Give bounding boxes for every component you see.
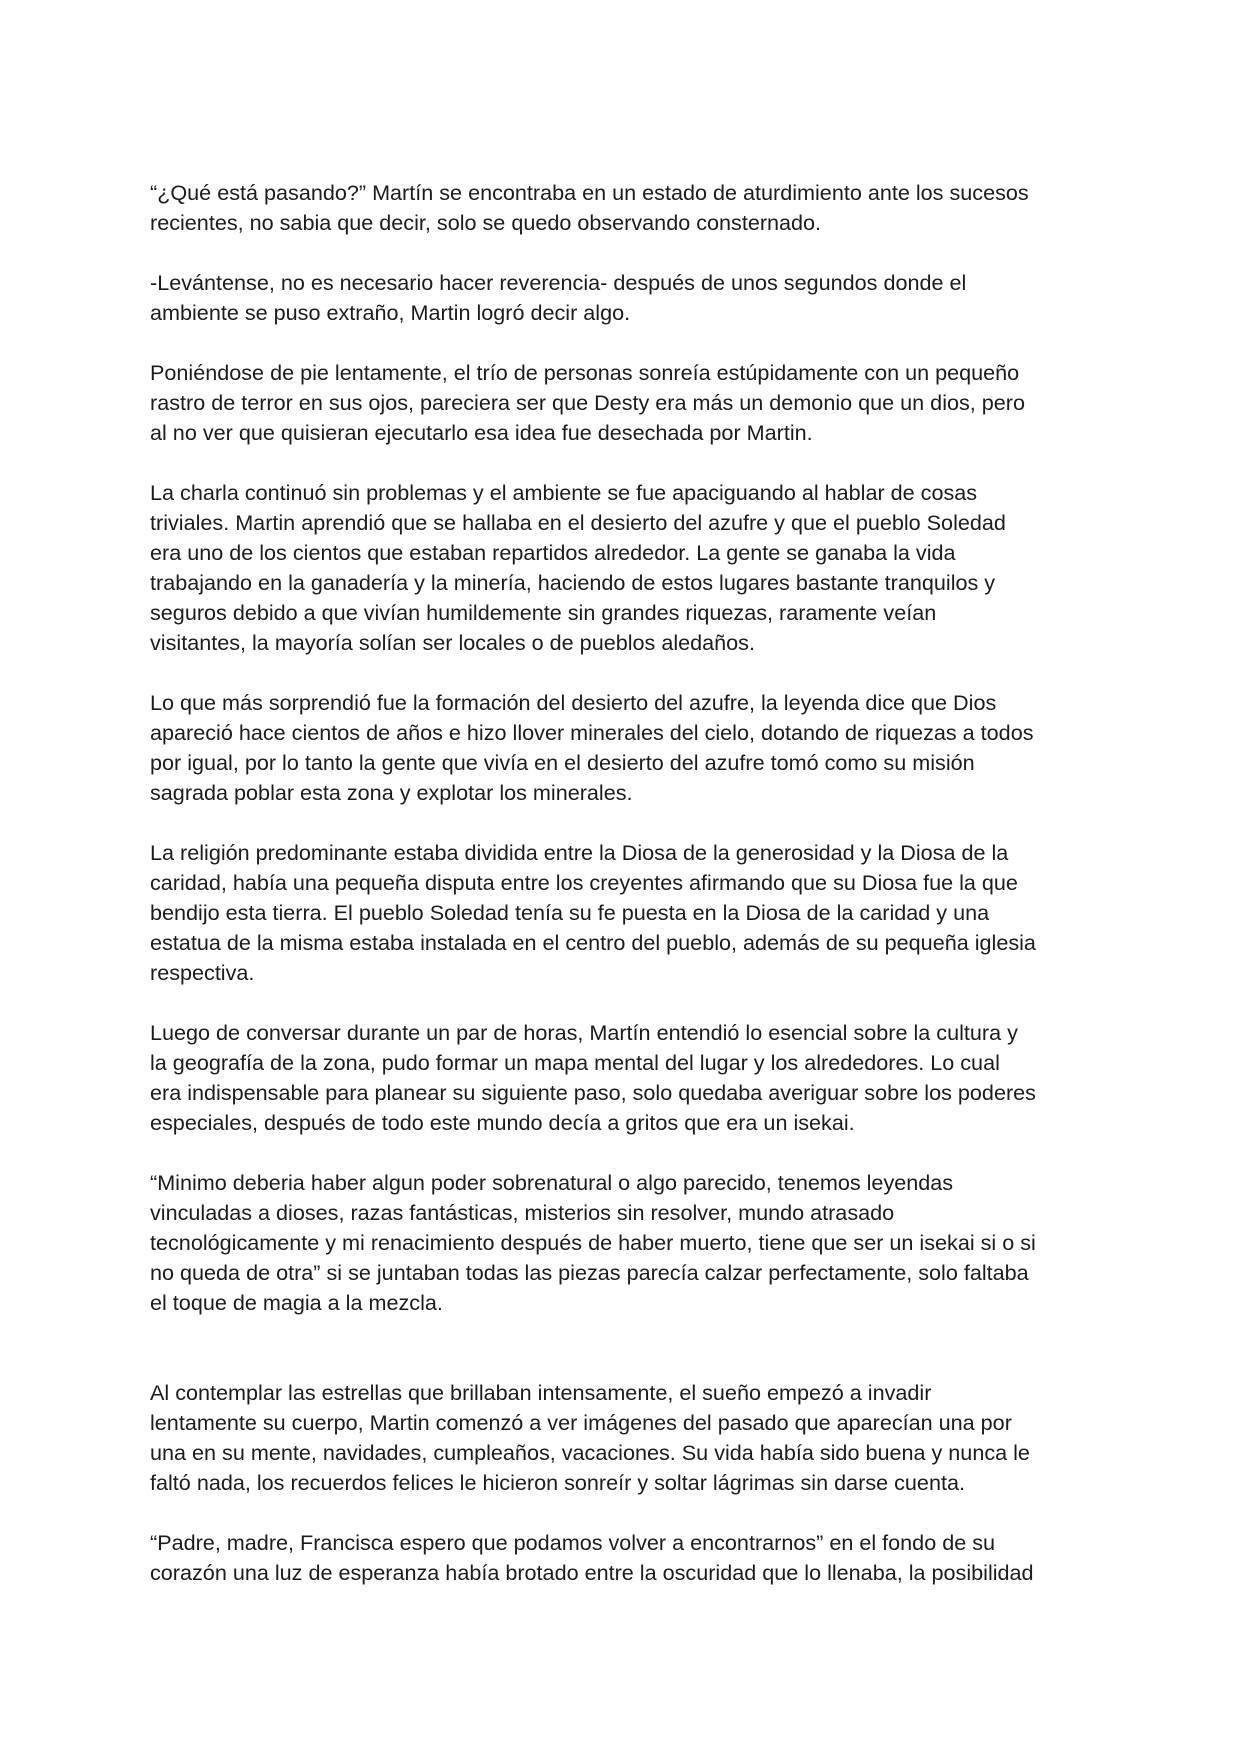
paragraph: Luego de conversar durante un par de horas, Martín entendió lo esencial sobre la cultura y la geografía de la zona, pudo formar un mapa mental del lugar y los alrededores. Lo cual era indispensable para planear su siguiente paso, solo quedaba averiguar sobre los poderes especiales, después de todo este mundo decía a gritos que era un isekai. <box>150 1020 1036 1135</box>
paragraph: “¿Qué está pasando?” Martín se encontraba en un estado de aturdimiento ante los sucesos recientes, no sabia que decir, solo se quedo observando consternado. <box>150 180 1029 235</box>
paragraph: “Minimo deberia haber algun poder sobrenatural o algo parecido, tenemos leyendas vinculadas a dioses, razas fantásticas, misterios sin resolver, mundo atrasado tecnológicamente y mi renacimiento después de haber muerto, tiene que ser un isekai si o si no queda de otra” si se juntaban todas las piezas parecía calzar perfectamente, solo faltaba el toque de magia a la mezcla. <box>150 1170 1036 1315</box>
paragraph: Lo que más sorprendió fue la formación del desierto del azufre, la leyenda dice que Dios apareció hace cientos de años e hizo llover minerales del cielo, dotando de riquezas a todos por igual, por lo tanto la gente que vivía en el desierto del azufre tomó como su misión sagrada poblar esta zona y explotar los minerales. <box>150 690 1034 805</box>
paragraph: Poniéndose de pie lentamente, el trío de personas sonreía estúpidamente con un pequeño rastro de terror en sus ojos, pareciera ser que Desty era más un demonio que un dios, pero al no ver que quisieran ejecutarlo esa idea fue desechada por Martin. <box>150 360 1026 445</box>
paragraph: Al contemplar las estrellas que brillaban intensamente, el sueño empezó a invadir lentamente su cuerpo, Martin comenzó a ver imágenes del pasado que aparecían una por una en su mente, navidades, cumpleaños, vacaciones. Su vida había sido buena y nunca le faltó nada, los recuerdos felices le hicieron sonreír y soltar lágrimas sin darse cuenta. <box>150 1380 1030 1495</box>
document-body <box>150 178 1095 1618</box>
paragraph: -Levántense, no es necesario hacer reverencia- después de unos segundos donde el ambiente se puso extraño, Martin logró decir algo. <box>150 270 967 325</box>
paragraph: La religión predominante estaba dividida entre la Diosa de la generosidad y la Diosa de la caridad, había una pequeña disputa entre los creyentes afirmando que su Diosa fue la que bendijo esta tierra. El pueblo Soledad tenía su fe puesta en la Diosa de la caridad y una estatua de la misma estaba instalada en el centro del pueblo, además de su pequeña iglesia respectiva. <box>150 840 1036 985</box>
paragraph: La charla continuó sin problemas y el ambiente se fue apaciguando al hablar de cosas triviales. Martin aprendió que se hallaba en el desierto del azufre y que el pueblo Soledad era uno de los cientos que estaban repartidos alrededor. La gente se ganaba la vida trabajando en la ganadería y la minería, haciendo de estos lugares bastante tranquilos y seguros debido a que vivían humildemente sin grandes riquezas, raramente veían visitantes, la mayoría solían ser locales o de pueblos aledaños. <box>150 480 1006 655</box>
paragraph: “Padre, madre, Francisca espero que podamos volver a encontrarnos” en el fondo de su corazón una luz de esperanza había brotado entre la oscuridad que lo llenaba, la posibilidad <box>150 1530 1034 1585</box>
